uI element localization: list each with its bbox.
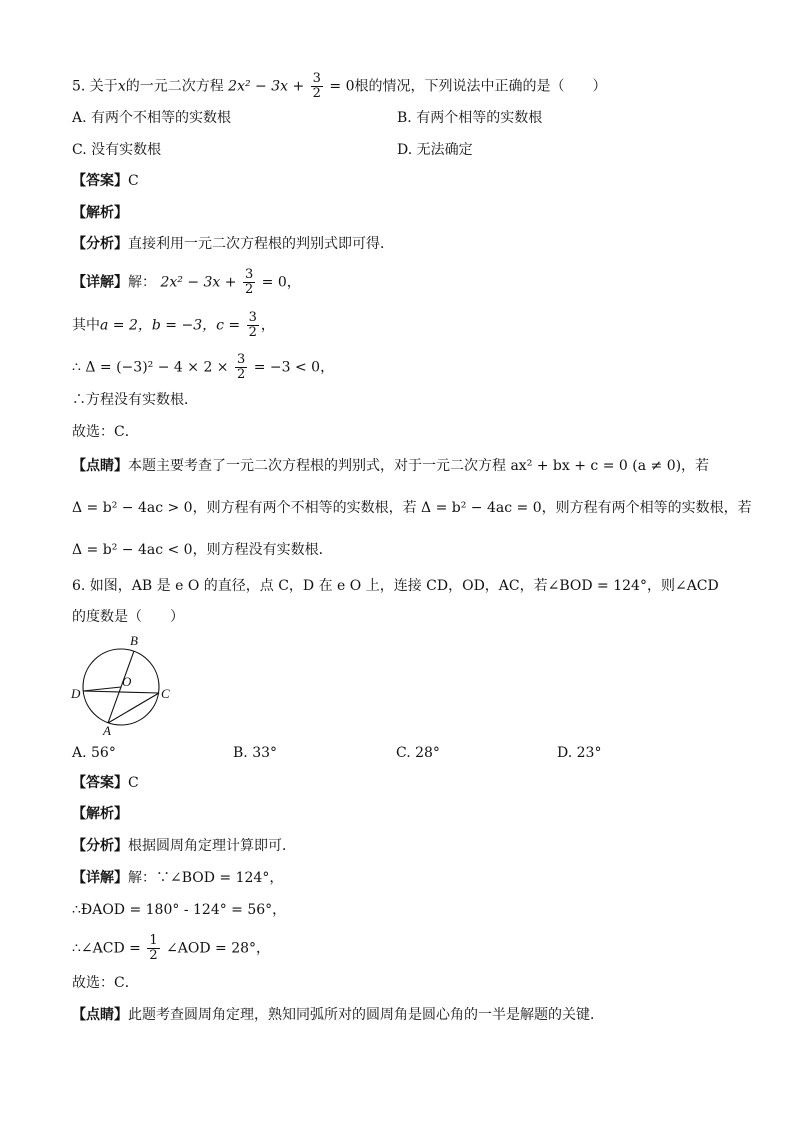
q5-comment-3: Δ = b² − 4ac < 0，则方程没有实数根． bbox=[72, 542, 333, 558]
q5-option-a: A. 有两个不相等的实数根 bbox=[72, 110, 232, 126]
q6-detail3-pre: ∴∠ACD = bbox=[72, 940, 141, 957]
q5-delta-fraction bbox=[235, 353, 247, 382]
q5-coef-frac-den: 2 bbox=[248, 325, 257, 340]
q5-choose: 故选：C． bbox=[72, 424, 139, 440]
segment-dc bbox=[83, 691, 159, 693]
q5-comment-text-1: 本题主要考查了一元二次方程根的判别式，对于一元二次方程 ax² + bx + c = 0 (a ≠ 0)，若 bbox=[128, 458, 710, 474]
label-c: C bbox=[161, 686, 170, 701]
q5-answer bbox=[72, 171, 139, 191]
q5-frac-num: 3 bbox=[312, 71, 321, 86]
q5-comment-1 bbox=[72, 456, 709, 476]
q5-answer-value: C bbox=[128, 173, 139, 189]
q6-analysis-tag: 【解析】 bbox=[72, 806, 128, 822]
q5-option-b: B. 有两个相等的实数根 bbox=[397, 110, 543, 126]
q5-coef-ab: a = 2，b = −3，c = bbox=[100, 317, 241, 334]
q5-delta-right: = −3 < 0， bbox=[253, 359, 335, 376]
q6-circle-figure bbox=[68, 632, 178, 738]
q5-coef-end: ， bbox=[260, 317, 275, 334]
q5-coef-fraction bbox=[247, 311, 259, 340]
q5-coef-frac-num: 3 bbox=[248, 310, 257, 325]
q5-detail-line bbox=[72, 268, 301, 297]
q5-detail-eq-right: = 0， bbox=[261, 274, 301, 291]
q5-stem-post: 根的情况，下列说法中正确的是（ ） bbox=[354, 78, 607, 95]
q5-stem-pre: 5. 关于 bbox=[72, 78, 118, 95]
q6-detail-2: ∴ĐAOD = 180° - 124° = 56°， bbox=[72, 902, 287, 918]
segment-ac bbox=[108, 693, 159, 723]
q6-answer bbox=[72, 773, 139, 793]
q5-delta-left: ∴ Δ = (−3)² − 4 × 2 × bbox=[72, 359, 229, 376]
q5-coefficients bbox=[72, 311, 275, 340]
q6-fenxi-text: 根据圆周角定理计算即可． bbox=[128, 838, 296, 854]
q5-answer-tag: 【答案】 bbox=[72, 173, 128, 189]
q6-fenxi bbox=[72, 836, 296, 856]
q5-fenxi-tag: 【分析】 bbox=[72, 236, 128, 252]
q6-detail-text-1: 解：∵∠BOD = 124°， bbox=[128, 870, 284, 886]
q5-conclusion: ∴方程没有实数根． bbox=[72, 392, 198, 408]
q5-stem bbox=[72, 72, 606, 101]
q5-frac-den: 2 bbox=[312, 86, 321, 101]
label-d: D bbox=[71, 686, 81, 701]
q6-option-c: C. 28° bbox=[396, 745, 440, 761]
q6-detail3-post: ∠AOD = 28°， bbox=[166, 940, 271, 957]
q5-detail-frac-num: 3 bbox=[244, 267, 254, 282]
q5-delta-frac-den: 2 bbox=[236, 367, 246, 382]
segment-od bbox=[83, 687, 121, 691]
q6-detail-1 bbox=[72, 868, 283, 888]
q5-analysis-tag: 【解析】 bbox=[72, 205, 128, 221]
q5-eq-left: 2x² − 3x + bbox=[228, 78, 305, 95]
q5-coef-pre: 其中 bbox=[72, 317, 100, 334]
q6-half-fraction bbox=[147, 934, 159, 963]
q5-detail-eq-left: 2x² − 3x + bbox=[160, 274, 237, 291]
q6-comment bbox=[72, 1005, 604, 1025]
q5-option-c: C. 没有实数根 bbox=[72, 142, 162, 158]
q5-delta bbox=[72, 353, 334, 382]
q6-option-b: B. 33° bbox=[233, 745, 278, 761]
q5-detail-fraction bbox=[243, 268, 255, 297]
q5-fraction bbox=[311, 72, 323, 101]
q6-option-d: D. 23° bbox=[557, 745, 602, 761]
label-a: A bbox=[103, 723, 111, 738]
q6-answer-value: C bbox=[128, 775, 139, 791]
q6-comment-text: 此题考查圆周角定理，熟知同弧所对的圆周角是圆心角的一半是解题的关键． bbox=[128, 1007, 604, 1023]
q5-option-d: D. 无法确定 bbox=[397, 142, 473, 158]
q6-answer-tag: 【答案】 bbox=[72, 775, 128, 791]
q6-half-num: 1 bbox=[149, 933, 158, 948]
q6-fenxi-tag: 【分析】 bbox=[72, 838, 128, 854]
q5-stem-var: x bbox=[117, 78, 126, 95]
q6-option-a: A. 56° bbox=[72, 745, 116, 761]
q5-detail-frac-den: 2 bbox=[244, 282, 254, 297]
q6-stem-1: 6. 如图，AB 是 e O 的直径，点 C，D 在 e O 上，连接 CD，OD，AC，若∠BOD = 124°，则∠ACD bbox=[72, 578, 719, 594]
q5-comment-2: Δ = b² − 4ac > 0，则方程有两个不相等的实数根，若 Δ = b² − 4ac = 0，则方程有两个相等的实数根，若 bbox=[72, 500, 752, 516]
label-o: O bbox=[122, 674, 132, 689]
q6-choose: 故选：C． bbox=[72, 975, 139, 991]
q6-stem-2: 的度数是（ ） bbox=[72, 609, 184, 625]
q6-detail-tag: 【详解】 bbox=[72, 870, 128, 886]
q5-detail-tag: 【详解】 bbox=[72, 274, 128, 291]
label-b: B bbox=[130, 633, 138, 648]
q6-half-den: 2 bbox=[149, 948, 158, 963]
q5-delta-frac-num: 3 bbox=[236, 352, 246, 367]
q6-detail-3 bbox=[72, 934, 270, 963]
q5-stem-mid: 的一元二次方程 bbox=[125, 78, 224, 95]
q5-detail-intro: 解： bbox=[128, 274, 156, 291]
q5-comment-tag: 【点睛】 bbox=[72, 458, 128, 474]
q6-comment-tag: 【点睛】 bbox=[72, 1007, 128, 1023]
q5-fenxi bbox=[72, 234, 394, 254]
q5-eq-right: = 0 bbox=[329, 78, 355, 95]
q5-fenxi-text: 直接利用一元二次方程根的判别式即可得． bbox=[128, 236, 394, 252]
